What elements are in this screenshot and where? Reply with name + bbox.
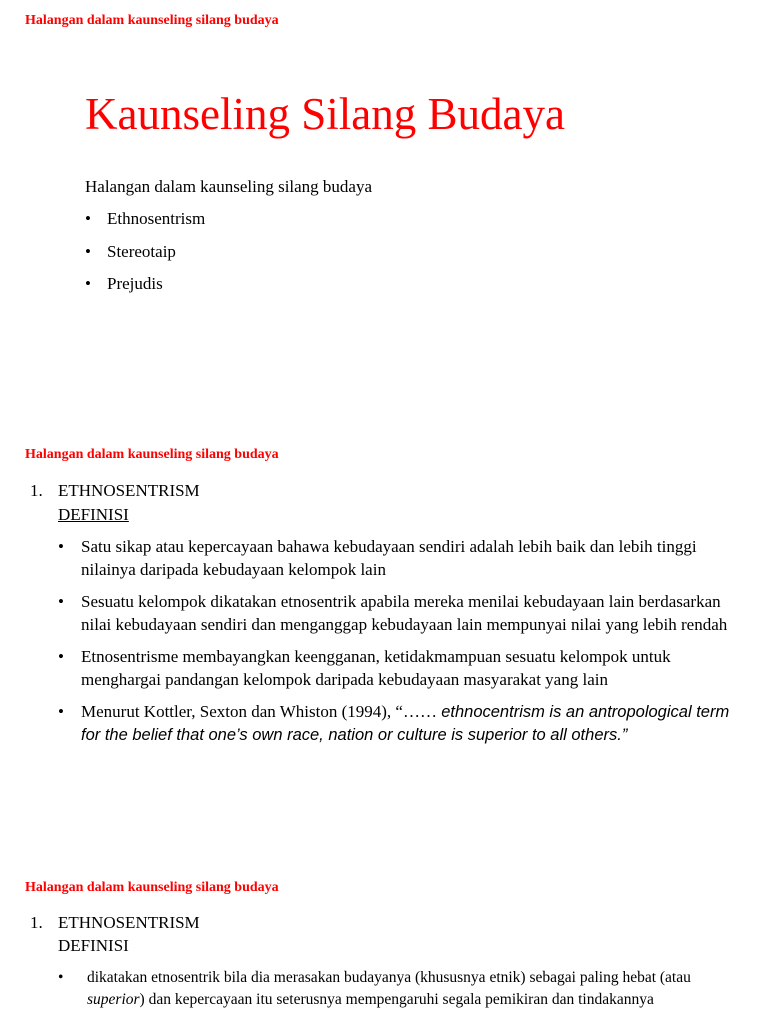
- list-item-text-cont: ) dan kepercayaan itu seterusnya mempengaruhi segala pemikiran dan tindakannya: [139, 991, 654, 1008]
- bullet-icon: •: [85, 241, 91, 261]
- list-item: [58, 591, 738, 636]
- bullet-icon: •: [58, 647, 64, 666]
- list-item-text: Sesuatu kelompok dikatakan etnosentrik apabila mereka menilai kebudayaan lain berdasarkan nilai kebudayaan sendiri dan menganggap kebudayaan lain mempunyai nilai yang lebih rendah: [81, 592, 728, 634]
- bullet-icon: •: [85, 209, 91, 228]
- list-number: 1.: [30, 481, 43, 500]
- italic-term: superior: [87, 991, 140, 1008]
- quote-lead: Menurut Kottler, Sexton dan Whiston (1994), “……: [81, 702, 442, 721]
- bullet-icon: •: [58, 592, 64, 611]
- list-item-label: Prejudis: [107, 274, 163, 293]
- barrier-list: [85, 208, 205, 306]
- list-item-text: dikatakan etnosentrik bila dia merasakan budayanya (khususnya etnik) sebagai paling hebat (atau: [87, 969, 691, 986]
- page-title: Kaunseling Silang Budaya: [85, 89, 565, 139]
- list-item-text: Satu sikap atau kepercayaan bahawa kebudayaan sendiri adalah lebih baik dan lebih tinggi nilainya daripada kebudayaan kelompok lain: [81, 537, 697, 579]
- bullet-icon: •: [58, 702, 64, 721]
- list-number: 1.: [30, 913, 43, 932]
- list-item: [58, 646, 738, 691]
- list-item: [85, 208, 205, 241]
- bullet-icon: •: [85, 274, 91, 293]
- list-item-label: Stereotaip: [107, 241, 176, 261]
- definition-list: [58, 967, 738, 1021]
- section-header-3: Halangan dalam kaunseling silang budaya: [25, 880, 279, 895]
- list-item: [58, 967, 738, 1011]
- heading-text: ETHNOSENTRISM: [58, 913, 200, 932]
- list-item: [85, 241, 205, 274]
- bullet-icon: •: [58, 537, 64, 556]
- section-header-1: Halangan dalam kaunseling silang budaya: [25, 13, 279, 28]
- definition-subheading: DEFINISI: [58, 936, 129, 955]
- list-item-label: Ethnosentrism: [107, 209, 206, 228]
- numbered-heading: [30, 913, 200, 933]
- definition-list: [58, 536, 738, 756]
- list-item: [58, 536, 738, 581]
- section-header-2: Halangan dalam kaunseling silang budaya: [25, 447, 279, 462]
- bullet-icon: •: [58, 969, 64, 986]
- list-item: [58, 701, 738, 746]
- quote-text: ethnocentrism is an antropological term for the belief that one’s own race, nation or culture is superior to all others.”: [81, 703, 730, 744]
- list-item-text: Etnosentrisme membayangkan keengganan, ketidakmampuan sesuatu kelompok untuk menghargai pandangan kelompok daripada kebudayaan masyarakat yang lain: [81, 647, 671, 689]
- list-item: [85, 273, 205, 306]
- definition-subheading: DEFINISI: [58, 505, 129, 524]
- heading-text: ETHNOSENTRISM: [58, 481, 200, 500]
- numbered-heading: [30, 481, 200, 501]
- intro-line: Halangan dalam kaunseling silang budaya: [85, 177, 373, 196]
